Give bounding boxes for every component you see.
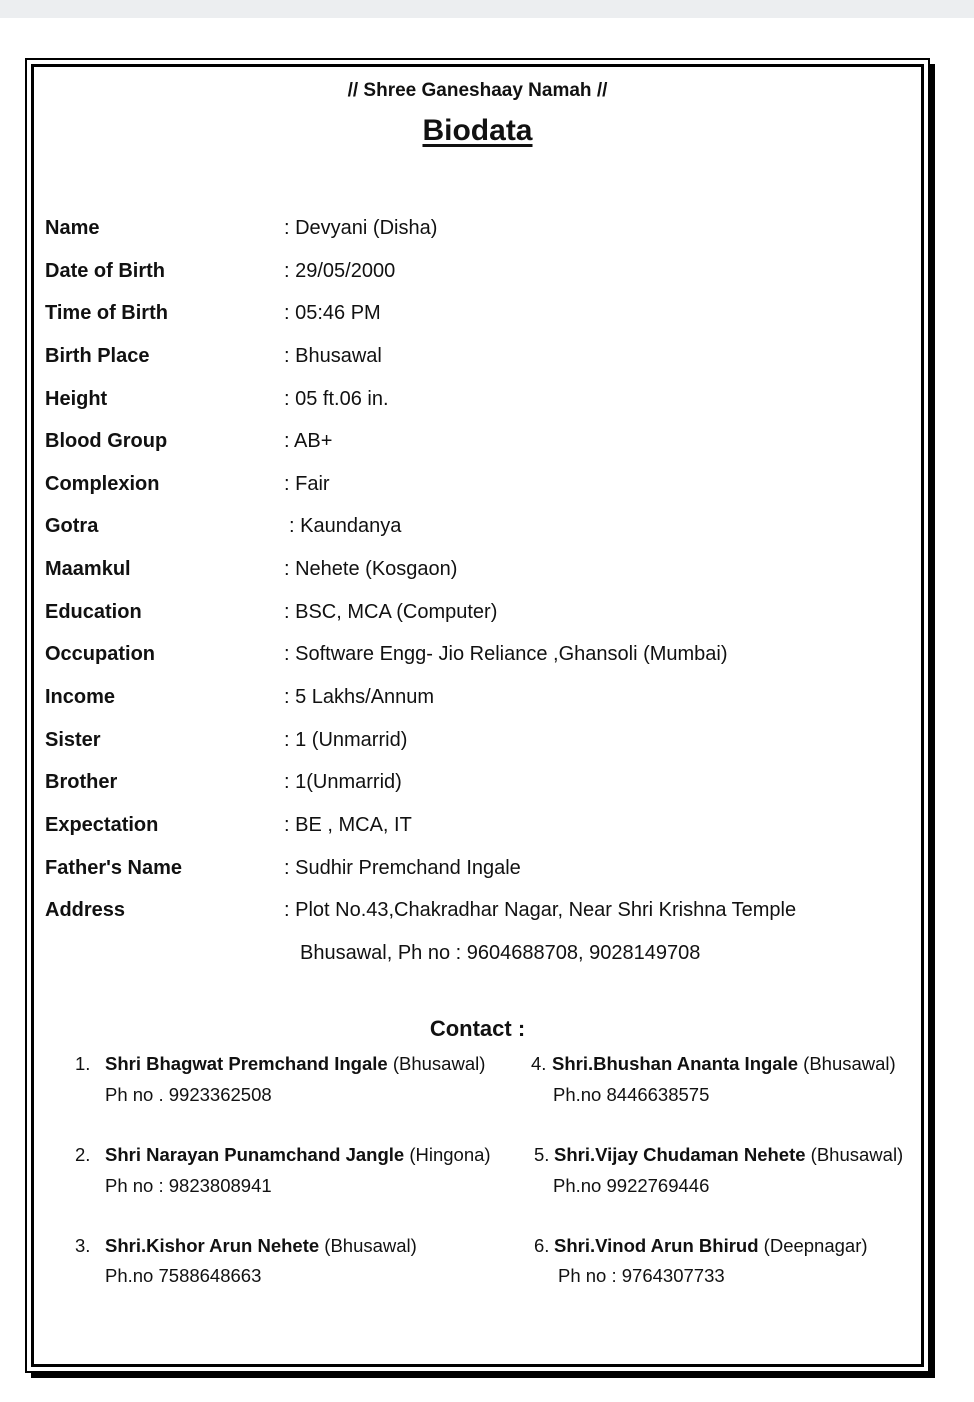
detail-value: : 05 ft.06 in. (284, 387, 389, 410)
detail-value: : 1(Unmarrid) (284, 771, 402, 794)
contact-name: Shri.Vijay Chudaman Nehete (554, 1144, 806, 1165)
contact-place: (Deepnagar) (758, 1235, 868, 1256)
detail-row-maamkul (45, 548, 905, 591)
detail-row-height (45, 378, 905, 421)
detail-value: : Plot No.43,Chakradhar Nagar, Near Shri Krishna Temple (284, 899, 797, 922)
contact-number: 1. (75, 1053, 91, 1074)
details-list (45, 207, 905, 975)
contact-phone: Ph no : 9764307733 (558, 1265, 725, 1286)
detail-value: : 05:46 PM (284, 302, 381, 325)
contact-name-line (105, 1053, 485, 1075)
contact-name-line (554, 1235, 868, 1257)
detail-label: Occupation (45, 643, 156, 666)
detail-row-expectation (45, 804, 905, 847)
detail-label: Birth Place (45, 344, 150, 367)
border-shadow-right (930, 64, 935, 1378)
contact-place: (Bhusawal) (798, 1053, 896, 1074)
detail-label: Date of Birth (45, 259, 165, 282)
contact-place: (Bhusawal) (319, 1235, 417, 1256)
contact-phone: Ph no . 9923362508 (105, 1084, 272, 1105)
contact-name: Shri.Bhushan Ananta Ingale (552, 1053, 799, 1074)
detail-label: Time of Birth (45, 302, 168, 325)
detail-value: : 1 (Unmarrid) (284, 728, 408, 751)
top-bar (0, 0, 974, 18)
page-title: Biodata (422, 114, 533, 147)
contact-number: 3. (75, 1235, 91, 1256)
contact-item (75, 1144, 491, 1196)
detail-value: : 29/05/2000 (284, 259, 396, 282)
detail-label: Name (45, 217, 100, 239)
detail-label: Income (45, 686, 116, 709)
contact-phone: Ph no : 9823808941 (105, 1175, 272, 1196)
detail-value: : AB+ (284, 430, 333, 453)
contact-phone: Ph.no 7588648663 (105, 1265, 262, 1286)
detail-value: : 5 Lakhs/Annum (284, 686, 435, 709)
detail-row-sister (45, 719, 905, 762)
detail-label: Father's Name (45, 856, 183, 879)
contact-name-line (105, 1235, 417, 1257)
detail-row-name (45, 207, 905, 250)
detail-value: : Fair (284, 472, 330, 495)
contact-name-line (552, 1053, 896, 1075)
contact-place: (Bhusawal) (805, 1144, 904, 1165)
detail-label: Gotra (45, 515, 99, 538)
border-shadow-bottom (31, 1373, 935, 1378)
detail-value: : Nehete (Kosgaon) (284, 558, 458, 581)
contact-item (75, 1053, 486, 1105)
contact-item (75, 1235, 417, 1286)
detail-value: : Sudhir Premchand Ingale (284, 856, 521, 879)
contact-place: (Hingona) (404, 1144, 491, 1165)
detail-label: Blood Group (45, 430, 168, 453)
detail-label: Complexion (45, 472, 160, 495)
contact-number: 4. (531, 1053, 547, 1074)
contact-item (534, 1144, 904, 1196)
detail-row-address-line2 (45, 932, 905, 975)
detail-row-brother (45, 761, 905, 804)
detail-value: : BE , MCA, IT (284, 813, 412, 836)
detail-row-education (45, 591, 905, 634)
detail-row-income (45, 676, 905, 719)
contact-number: 6. (534, 1235, 550, 1256)
contact-phone: Ph.no 9922769446 (553, 1175, 710, 1196)
contact-name: Shri.Kishor Arun Nehete (105, 1235, 320, 1256)
detail-row-gotra (45, 505, 905, 548)
detail-row-blood-group (45, 420, 905, 463)
contact-name-line (554, 1144, 903, 1166)
detail-row-birth-place (45, 335, 905, 378)
detail-row-dob (45, 250, 905, 293)
contact-number: 2. (75, 1144, 91, 1165)
detail-value: : Software Engg- Jio Reliance ,Ghansoli (Mumbai) (284, 643, 728, 666)
detail-row-tob (45, 292, 905, 335)
contact-name: Shri Bhagwat Premchand Ingale (105, 1053, 388, 1074)
detail-row-father-name (45, 847, 905, 890)
contact-name: Shri Narayan Punamchand Jangle (105, 1144, 405, 1165)
detail-value: : BSC, MCA (Computer) (284, 600, 498, 623)
detail-label: Education (45, 600, 142, 623)
invocation-text: // Shree Ganeshaay Namah // (347, 80, 608, 101)
contact-number: 5. (534, 1144, 550, 1165)
detail-row-address (45, 889, 905, 932)
detail-value: : Kaundanya (289, 515, 402, 538)
detail-label: Brother (45, 771, 118, 794)
detail-label: Sister (45, 728, 101, 751)
address-line2: Bhusawal, Ph no : 9604688708, 9028149708 (300, 941, 701, 964)
detail-value: : Bhusawal (284, 344, 382, 367)
contact-name: Shri.Vinod Arun Bhirud (554, 1235, 759, 1256)
detail-row-occupation (45, 633, 905, 676)
contact-item (534, 1235, 868, 1286)
contact-item (531, 1053, 896, 1105)
contact-phone: Ph.no 8446638575 (553, 1084, 710, 1105)
detail-label: Address (45, 899, 126, 922)
contact-place: (Bhusawal) (387, 1053, 486, 1074)
detail-label: Maamkul (45, 558, 131, 581)
detail-label: Height (45, 387, 108, 410)
contact-name-line (105, 1144, 491, 1166)
detail-label: Expectation (45, 813, 159, 836)
detail-row-complexion (45, 463, 905, 506)
detail-value: : Devyani (Disha) (284, 217, 438, 239)
contact-heading: Contact : (429, 1016, 526, 1041)
